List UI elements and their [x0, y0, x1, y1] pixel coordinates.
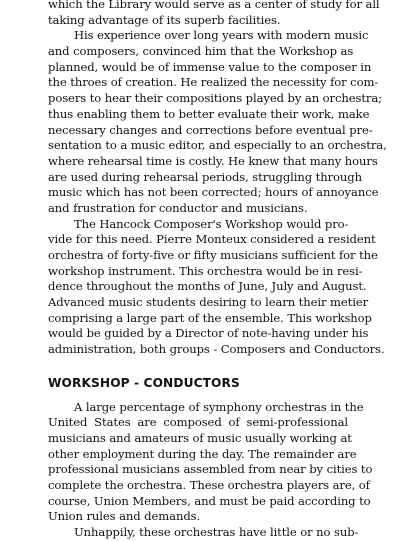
text-line: posers to hear their compositions played by an orchestra; [48, 91, 382, 106]
text-line: His experience over long years with modern music [74, 28, 369, 43]
text-line: the throes of creation. He realized the necessity for com- [48, 75, 379, 90]
text-column [48, 0, 387, 541]
text-line: necessary changes and corrections before eventual pre- [48, 122, 373, 137]
paragraph-2 [48, 28, 387, 216]
text-line: A large percentage of symphony orchestras in the [74, 399, 364, 414]
text-line: thus enabling them to better evaluate their work, make [48, 106, 370, 121]
text-line: would be guided by a Director of note-having under his [48, 326, 369, 341]
text-line: and frustration for conductor and musicians. [48, 200, 308, 215]
paragraph-3 [48, 216, 385, 358]
text-line: are used during rehearsal periods, struggling through [48, 169, 362, 184]
text-line: planned, would be of immense value to the composer in [48, 59, 372, 74]
text-line: complete the orchestra. These orchestra players are, of [48, 477, 370, 492]
text-line: dence throughout the months of June, July and August. [48, 279, 367, 294]
text-line: music which has not been corrected; hours of annoyance [48, 185, 379, 200]
spacer [48, 392, 348, 400]
text-line: vide for this need. Pierre Monteux considered a resident [48, 232, 376, 247]
text-line: orchestra of forty-five or fifty musicians sufficient for the [48, 248, 378, 262]
text-line: United States are composed of semi-professional [48, 415, 348, 430]
text-line: administration, both groups - Composers and Conductors. [48, 342, 385, 357]
text-line: comprising a large part of the ensemble. This workshop [48, 310, 372, 325]
text-line: professional musicians assembled from near by cities to [48, 462, 373, 477]
text-line: and composers, convinced him that the Workshop as [48, 44, 354, 59]
paragraph-5 [48, 525, 359, 541]
text-line: sentation to a music editor, and especially to an orchestra, [48, 138, 387, 153]
text-line: taking advantage of its superb facilities. [48, 12, 281, 27]
paragraph-4 [48, 399, 373, 526]
text-line: musicians and amateurs of music usually working at [48, 430, 352, 445]
paragraph-1 [48, 0, 380, 28]
text-line: other employment during the day. The remainder are [48, 446, 357, 461]
text-line: which the Library would serve as a center of study for all [48, 0, 380, 11]
text-line: Advanced music students desiring to learn their metier [48, 295, 369, 310]
text-line: course, Union Members, and must be paid according to [48, 493, 371, 508]
text-line: workshop instrument. This orchestra would be in resi- [48, 263, 363, 278]
section-heading: WORKSHOP - CONDUCTORS [48, 375, 240, 390]
spacer [48, 358, 348, 374]
text-line: Union rules and demands. [48, 509, 201, 524]
text-line: The Hancock Composer's Workshop would pro- [74, 216, 349, 231]
text-line: Unhappily, these orchestras have little or no sub- [74, 525, 359, 539]
text-line: where rehearsal time is costly. He knew that many hours [48, 153, 378, 168]
